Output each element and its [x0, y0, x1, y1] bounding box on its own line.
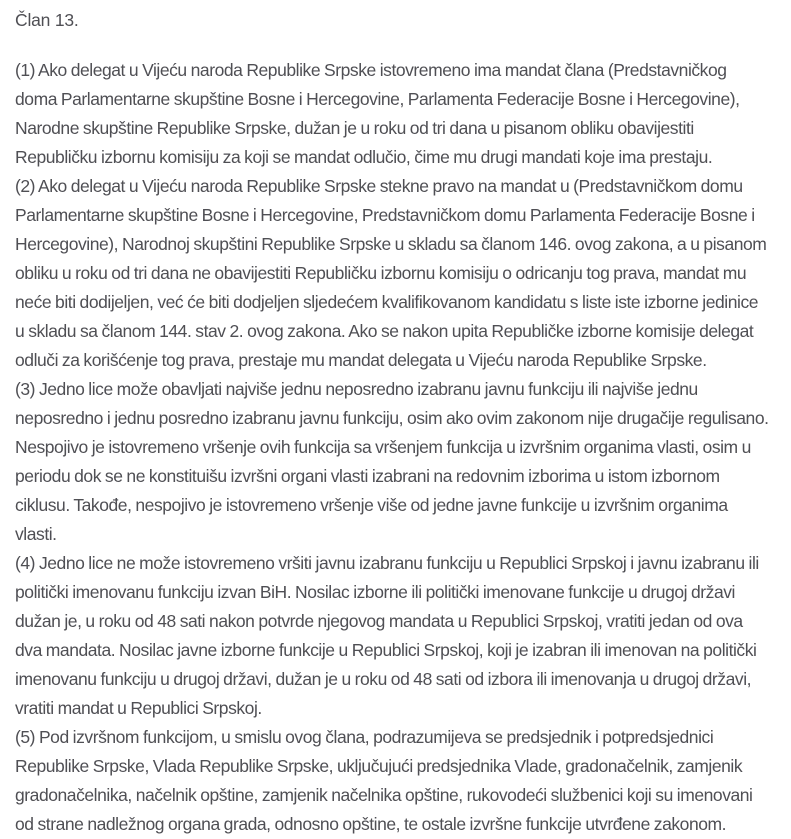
law-paragraph-3: (3) Jedno lice može obavljati najviše jednu neposredno izabranu javnu funkciju ili najviše jednu neposredno i jednu posredno izabranu javnu funkciju, osim ako ovim zakonom nije drugačije regulisano. Nespojivo je istovremeno vršenje ovih funkcija sa vršenjem funkcija u izvršnim organima vlasti, osim u periodu dok se ne konstituišu izvršni organi vlasti izabrani na redovnim izborima u istom izbornom ciklusu. Takođe, nespojivo je istovremeno vršenje više od jedne javne funkcije u izvršnim organima vlasti.	[15, 379, 769, 544]
law-paragraph-5: (5) Pod izvršnom funkcijom, u smislu ovog člana, podrazumijeva se predsjednik i potpredsjednici Republike Srpske, Vlada Republike Srpske, uključujući predsjednika Vlade, gradonačelnik, zamjenik gradonačelnika, načelnik opštine, zamjenik načelnika opštine, rukovodeći službenici koji su imenovani od strane nadležnog organa grada, odnosno opštine, te ostale izvršne funkcije utvrđene zakonom.	[15, 727, 753, 834]
law-paragraph-1: (1) Ako delegat u Vijeću naroda Republike Srpske istovremeno ima mandat člana (Predstavničkog doma Parlamentarne skupštine Bosne i Hercegovine, Parlamenta Federacije Bosne i Hercegovine), Narodne skupštine Republike Srpske, dužan je u roku od tri dana u pisanom obliku obavijestiti Republičku izbornu komisiju za koji se mandat odlučio, čime mu drugi mandati koje ima prestaju.	[15, 60, 740, 167]
article-title: Član 13.	[15, 10, 79, 30]
law-paragraph-4: (4) Jedno lice ne može istovremeno vršiti javnu izabranu funkciju u Republici Srpskoj i javnu izabranu ili politički imenovanu funkciju izvan BiH. Nosilac izborne ili politički imenovane funkcije u drugoj državi dužan je, u roku od 48 sati nakon potvrde njegovog mandata u Republici Srpskoj, vratiti jedan od ova dva mandata. Nosilac javne izborne funkcije u Republici Srpskoj, koji je izabran ili imenovan na politički imenovanu funkciju u drugoj državi, dužan je u roku od 48 sati od izbora ili imenovanja u drugoj državi, vratiti mandat u Republici Srpskoj.	[15, 553, 759, 718]
law-paragraph-2: (2) Ako delegat u Vijeću naroda Republike Srpske stekne pravo na mandat u (Predstavničkom domu Parlamentarne skupštine Bosne i Hercegovine, Predstavničkom domu Parlamenta Federacije Bosne i Hercegovine), Narodnoj skupštini Republike Srpske u skladu sa članom 146. ovog zakona, a u pisanom obliku u roku od tri dana ne obavijestiti Republičku izbornu komisiju o odricanju tog prava, mandat mu neće biti dodijeljen, već će biti dodjeljen sljedećem kvalifikovanom kandidatu s liste iste izborne jedinice u skladu sa članom 144. stav 2. ovog zakona. Ako se nakon upita Republičke izborne komisije delegat odluči za korišćenje tog prava, prestaje mu mandat delegata u Vijeću naroda Republike Srpske.	[15, 176, 767, 370]
